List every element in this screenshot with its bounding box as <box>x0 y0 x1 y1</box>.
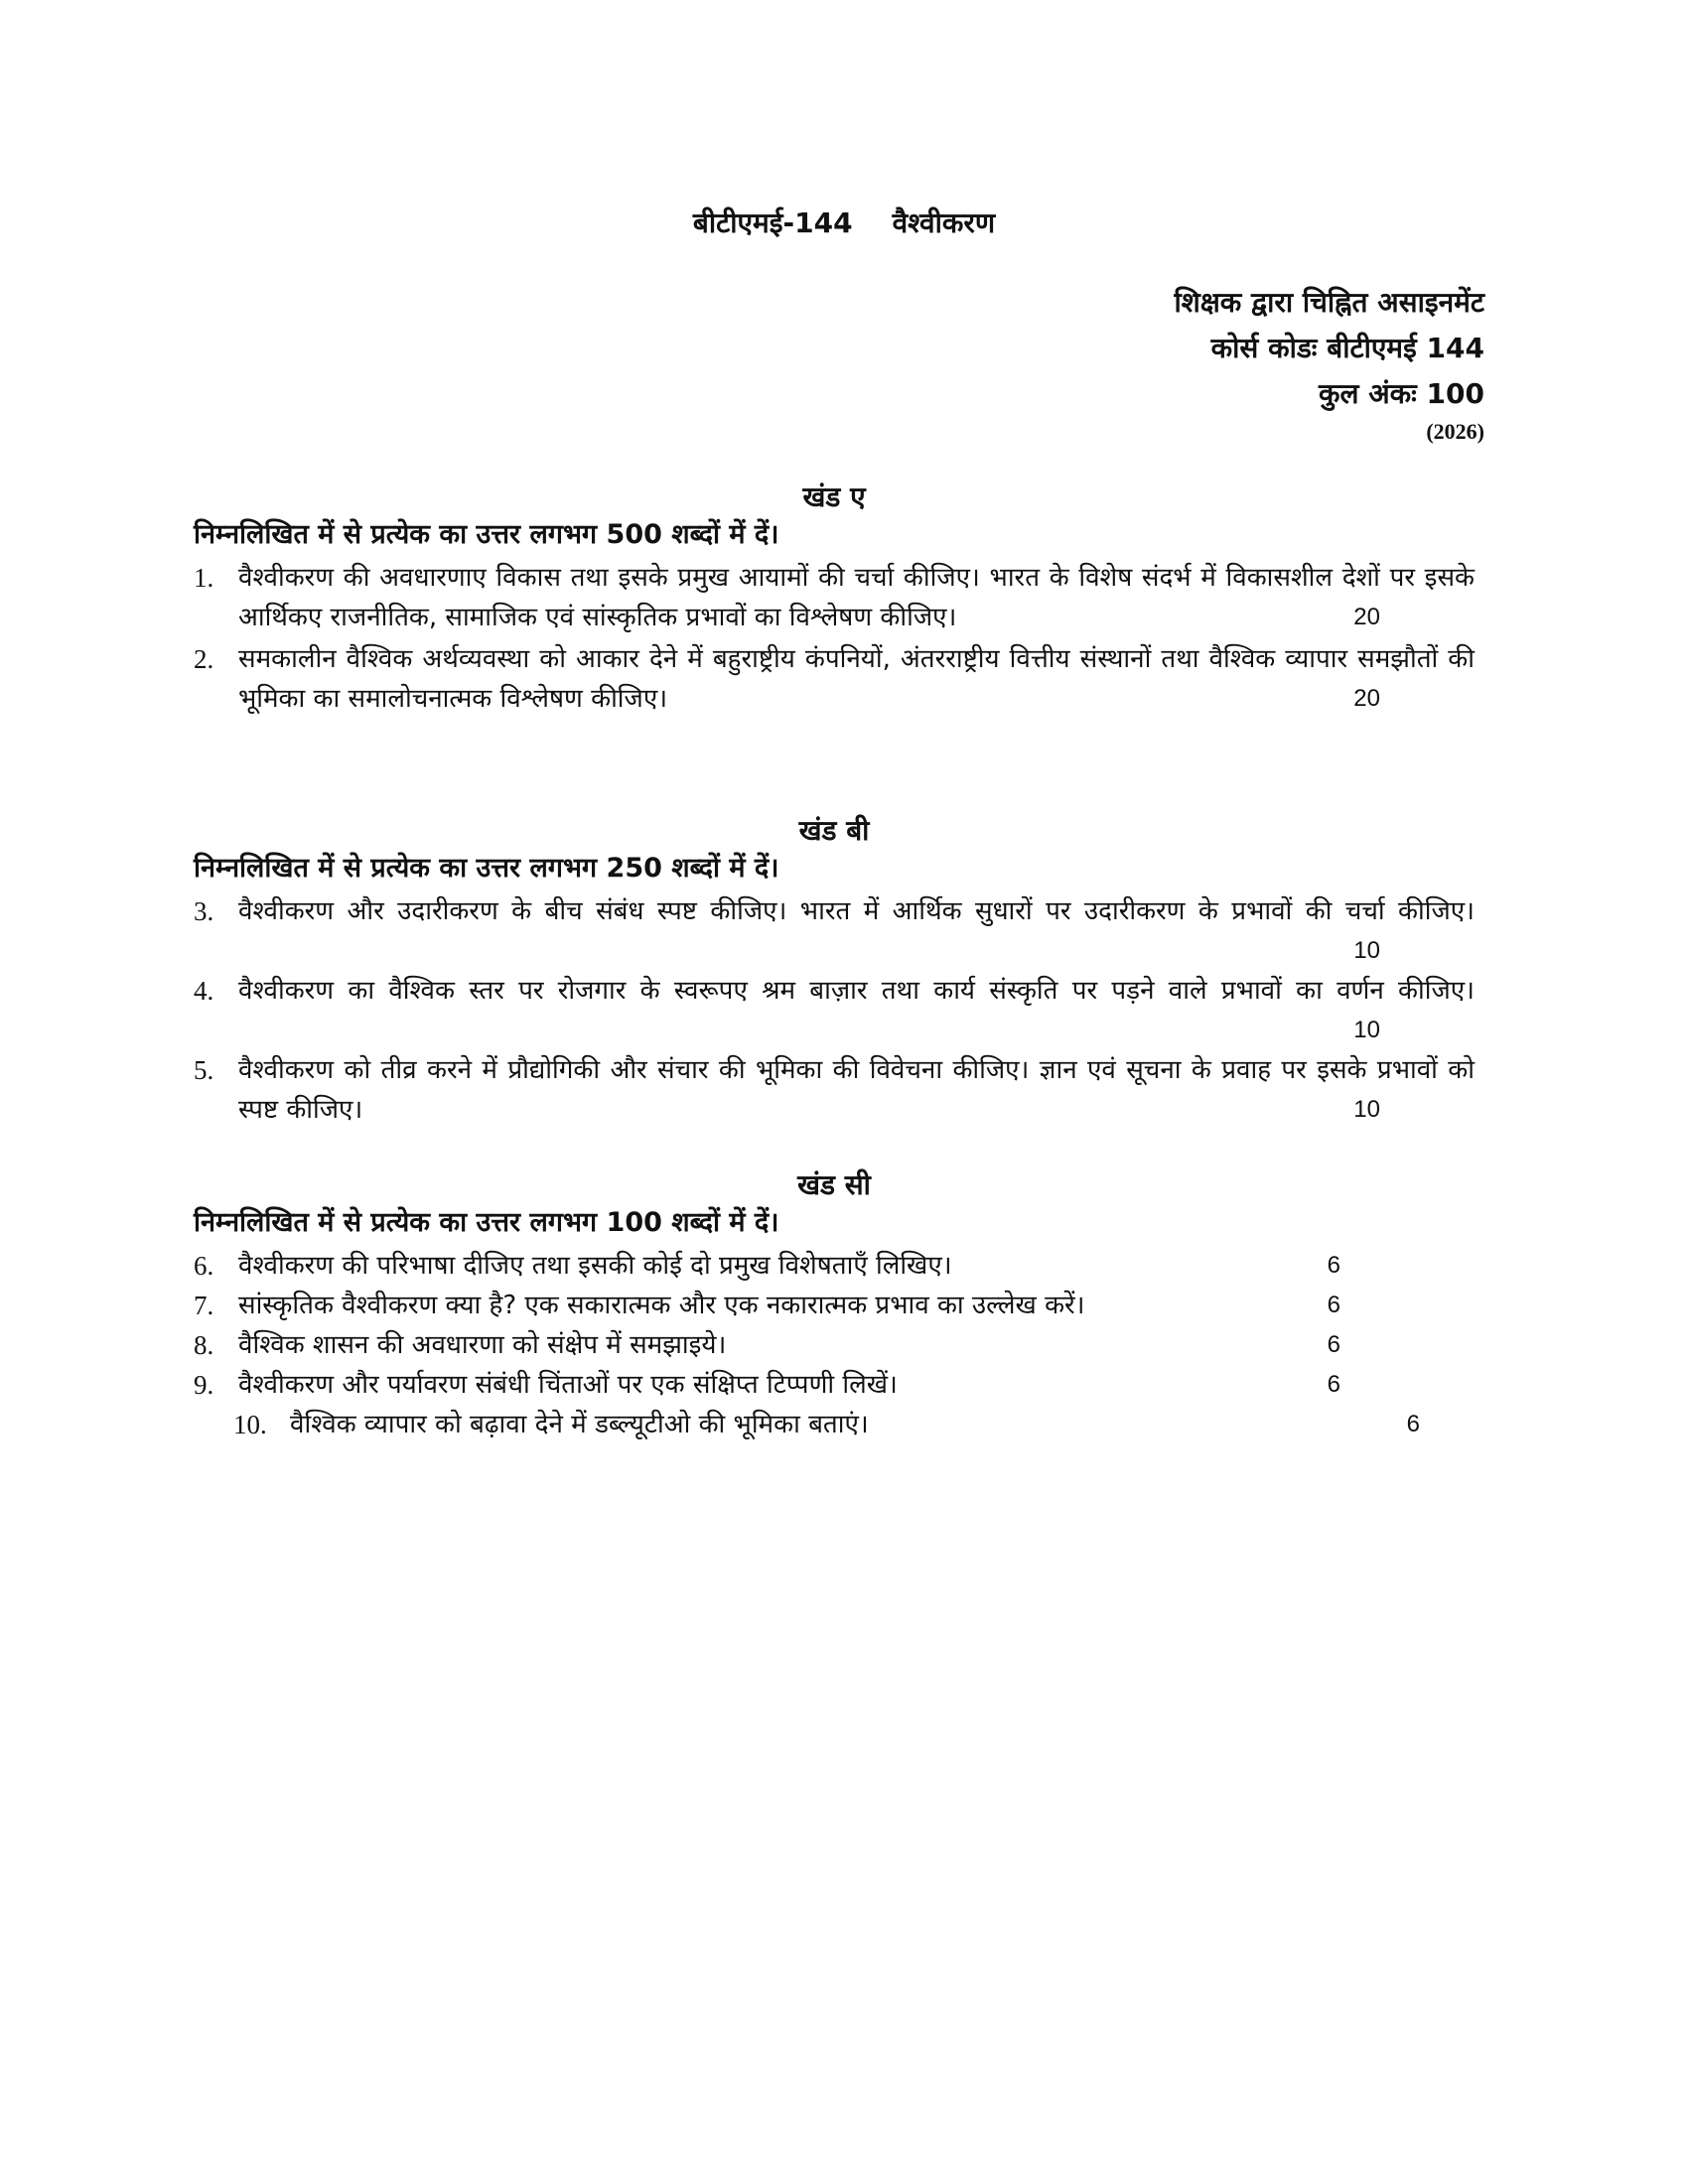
question-item <box>194 971 1475 1050</box>
question-item <box>194 639 1475 719</box>
question-marks: 10 <box>1353 1096 1380 1123</box>
section-title: खंड सी <box>797 1168 871 1201</box>
question-item <box>194 1050 1475 1130</box>
section-instruction: निम्नलिखित में से प्रत्येक का उत्तर लगभग 100 शब्दों में दें। <box>194 1207 779 1238</box>
course-title: वैश्वीकरण <box>892 206 996 239</box>
question-number: 2. <box>194 644 214 674</box>
question-number: 5. <box>194 1055 214 1085</box>
section-a <box>194 478 1475 719</box>
question-number: 1. <box>194 563 214 593</box>
question-text: सांस्कृतिक वैश्वीकरण क्या है? एक सकारात्मक और एक नकारात्मक प्रभाव का उल्लेख करें। <box>238 1291 1085 1320</box>
course-code: बीटीएमई-144 <box>692 206 853 239</box>
assignment-year: (2026) <box>1426 419 1484 444</box>
question-text: समकालीन वैश्विक अर्थव्यवस्था को आकार देने में बहुराष्ट्रीय कंपनियों, अंतरराष्ट्रीय वित्तीय संस्थानों तथा वैश्विक व्यापार समझौतों की भूमिका का समालोचनात्मक विश्लेषण कीजिए। <box>238 644 1475 714</box>
question-item <box>233 1405 1475 1444</box>
question-number: 7. <box>194 1291 214 1320</box>
question-text: वैश्वीकरण को तीव्र करने में प्रौद्योगिकी और संचार की भूमिका की विवेचना कीजिए। ज्ञान एवं सूचना के प्रवाह पर इसके प्रभावों को स्पष्ट कीजिए। <box>238 1055 1475 1125</box>
question-marks: 10 <box>1353 1017 1380 1043</box>
question-text: वैश्वीकरण की परिभाषा दीजिए तथा इसकी कोई दो प्रमुख विशेषताएँ लिखिए। <box>238 1251 952 1281</box>
section-instruction: निम्नलिखित में से प्रत्येक का उत्तर लगभग 250 शब्दों में दें। <box>194 853 779 884</box>
course-code-line: कोर्स कोडः बीटीएमई 144 <box>1210 332 1484 364</box>
question-marks: 6 <box>1327 1252 1340 1279</box>
question-number: 6. <box>194 1251 214 1281</box>
section-title: खंड ए <box>802 480 866 513</box>
question-number: 4. <box>194 976 214 1006</box>
question-item <box>194 1325 1475 1365</box>
question-marks: 10 <box>1353 937 1380 964</box>
question-text: वैश्विक शासन की अवधारणा को संक्षेप में समझाइये। <box>238 1330 727 1360</box>
question-item <box>194 558 1475 637</box>
document-title <box>0 204 1688 241</box>
assignment-header <box>1174 280 1484 447</box>
question-number: 3. <box>194 896 214 926</box>
section-c <box>194 1166 1475 1444</box>
question-item <box>194 891 1475 971</box>
question-number: 10. <box>233 1410 267 1439</box>
question-marks: 6 <box>1327 1371 1340 1398</box>
question-marks: 6 <box>1327 1331 1340 1358</box>
section-instruction: निम्नलिखित में से प्रत्येक का उत्तर लगभग 500 शब्दों में दें। <box>194 519 779 550</box>
assignment-type: शिक्षक द्वारा चिह्नित असाइनमेंट <box>1174 286 1484 319</box>
question-text: वैश्वीकरण और पर्यावरण संबंधी चिंताओं पर एक संक्षिप्त टिप्पणी लिखें। <box>238 1370 898 1400</box>
question-marks: 20 <box>1353 685 1380 712</box>
question-item <box>194 1365 1475 1405</box>
total-marks-line: कुल अंकः 100 <box>1319 377 1484 410</box>
question-text: वैश्विक व्यापार को बढ़ावा देने में डब्ल्यूटीओ की भूमिका बताएं। <box>290 1410 869 1439</box>
question-text: वैश्वीकरण का वैश्विक स्तर पर रोजगार के स्वरूपए श्रम बाज़ार तथा कार्य संस्कृति पर पड़ने वाले प्रभावों का वर्णन कीजिए। <box>238 976 1475 1006</box>
question-item <box>194 1246 1475 1286</box>
question-number: 9. <box>194 1370 214 1400</box>
question-item <box>194 1286 1475 1325</box>
section-title: खंड बी <box>798 814 870 847</box>
question-text: वैश्वीकरण और उदारीकरण के बीच संबंध स्पष्ट कीजिए। भारत में आर्थिक सुधारों पर उदारीकरण के प्रभावों की चर्चा कीजिए। <box>238 896 1475 926</box>
question-marks: 20 <box>1353 604 1380 630</box>
question-marks: 6 <box>1406 1411 1420 1437</box>
section-b <box>194 812 1475 1130</box>
question-text: वैश्वीकरण की अवधारणाए विकास तथा इसके प्रमुख आयामों की चर्चा कीजिए। भारत के विशेष संदर्भ में विकासशील देशों पर इसके आर्थिकए राजनीतिक, सामाजिक एवं सांस्कृतिक प्रभावों का विश्लेषण कीजिए। <box>238 563 1475 632</box>
question-number: 8. <box>194 1330 214 1360</box>
question-marks: 6 <box>1327 1292 1340 1318</box>
